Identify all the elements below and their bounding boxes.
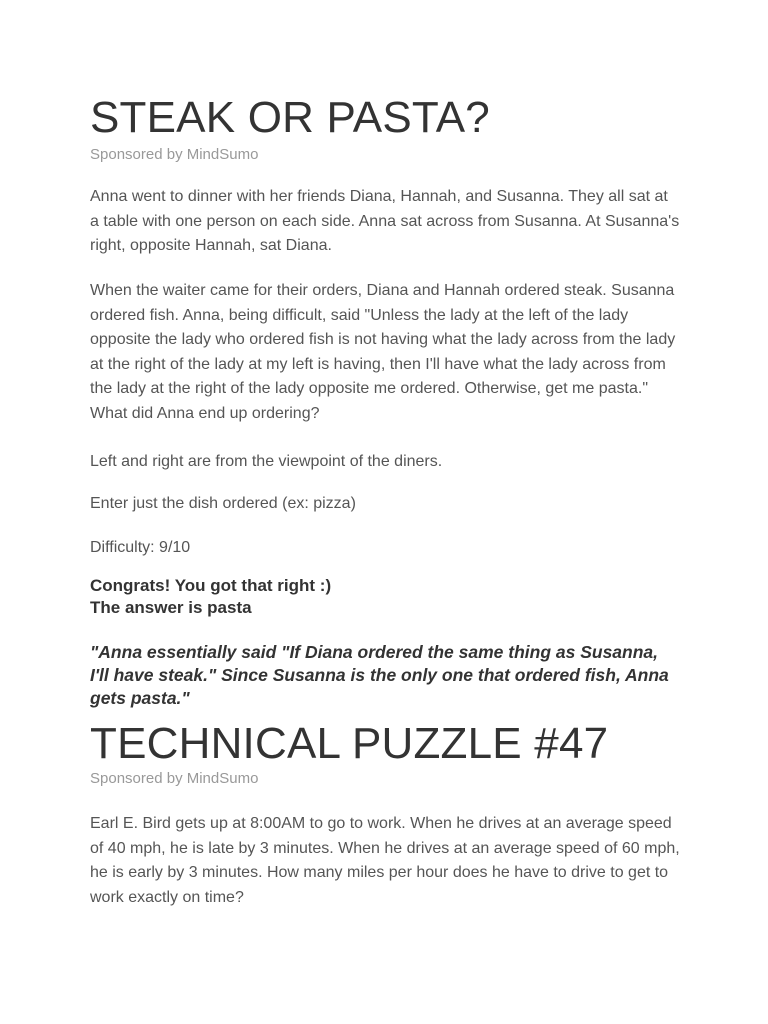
- puzzle-setup-paragraph: Anna went to dinner with her friends Diana, Hannah, and Susanna. They all sat at a table with one person on each side. Anna sat across from Susanna. At Susanna's right, opposite Hannah, sat Diana.: [90, 188, 680, 254]
- result-message: [90, 575, 331, 619]
- sponsor-line: Sponsored by MindSumo: [90, 770, 259, 787]
- puzzle-title: TECHNICAL PUZZLE #47: [90, 719, 609, 768]
- congrats-text: Congrats! You got that right :): [90, 576, 332, 595]
- difficulty-label: Difficulty: 9/10: [90, 539, 191, 556]
- sponsor-line: Sponsored by MindSumo: [90, 146, 259, 163]
- puzzle-question-paragraph: When the waiter came for their orders, Diana and Hannah ordered steak. Susanna ordered fish. Anna, being difficult, said "Unless the lady at the left of the lady opposite the lady who ordered fish is not having what the lady across from the lady at the right of the lady at my left is having, then I'll have what the lady across from the lady at the right of the lady opposite me ordered. Otherwise, get me pasta." What did Anna end up ordering?: [90, 282, 676, 422]
- answer-explanation: "Anna essentially said "If Diana ordered the same thing as Susanna, I'll have steak." Since Susanna is the only one that ordered fish, Anna gets pasta.": [90, 642, 669, 708]
- puzzle-title: STEAK OR PASTA?: [90, 93, 490, 142]
- answer-instruction: Enter just the dish ordered (ex: pizza): [90, 495, 356, 512]
- viewpoint-note: Left and right are from the viewpoint of the diners.: [90, 453, 443, 470]
- puzzle-question-paragraph: Earl E. Bird gets up at 8:00AM to go to work. When he drives at an average speed of 40 mph, he is late by 3 minutes. When he drives at an average speed of 60 mph, he is early by 3 minutes. How many miles per hour does he have to drive to get to work exactly on time?: [90, 815, 680, 906]
- answer-text: The answer is pasta: [90, 598, 252, 617]
